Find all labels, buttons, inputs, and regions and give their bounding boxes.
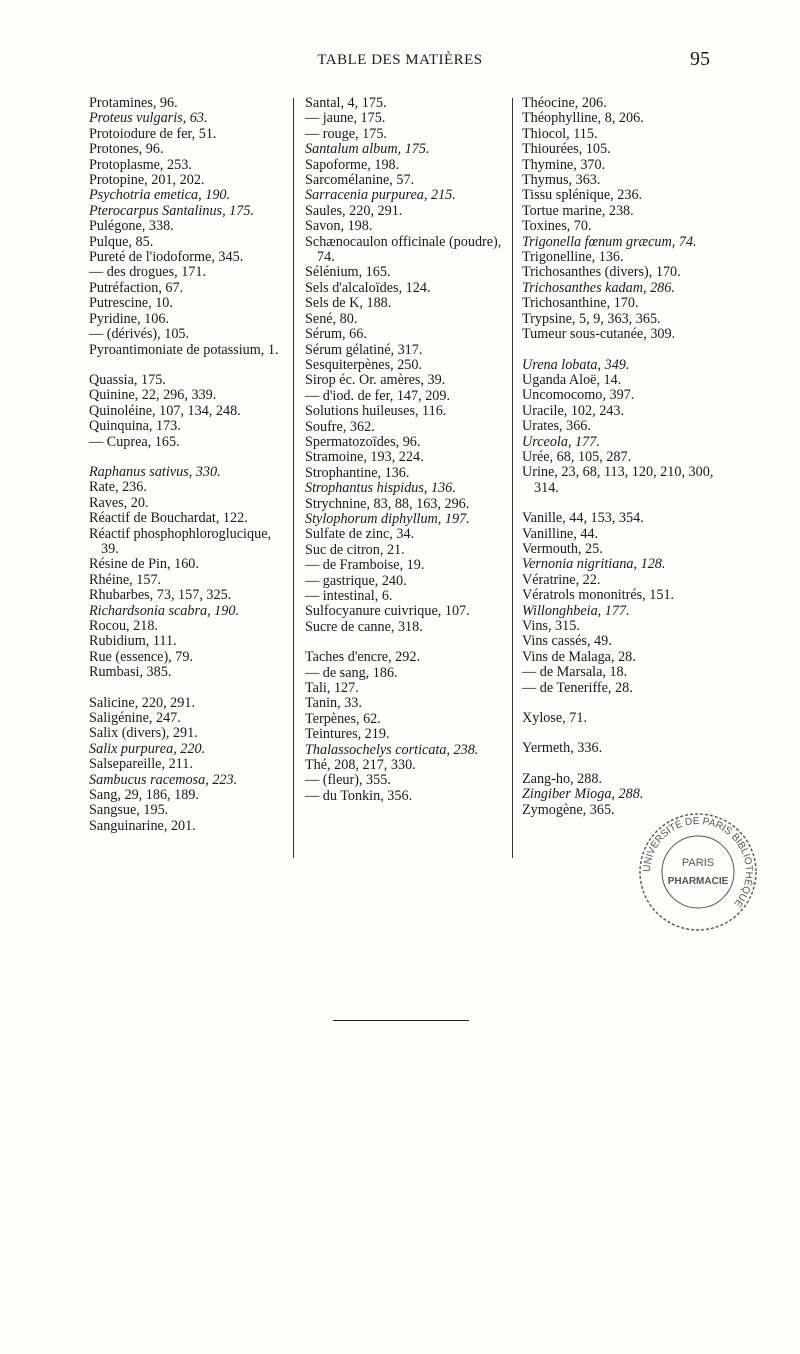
- index-entry: Rhéine, 157.: [89, 571, 162, 588]
- index-entry: Vermouth, 25.: [522, 540, 603, 557]
- index-entry: Quinoléine, 107, 134, 248.: [89, 402, 241, 419]
- index-entry: Thé, 208, 217, 330.: [305, 757, 416, 774]
- index-entry: Xylose, 71.: [522, 710, 588, 727]
- index-entry: Santalum album, 175.: [305, 141, 430, 158]
- index-entry: Sambucus racemosa, 223.: [89, 771, 238, 788]
- index-entry: Uganda Aloë, 14.: [522, 371, 622, 388]
- index-entry: Vernonia nigritiana, 128.: [522, 556, 666, 573]
- stamp-ring-text: UNIVERSITÉ DE PARIS BIBLIOTHÈQUE: [641, 815, 755, 909]
- index-entry: Protamines, 96.: [89, 95, 178, 111]
- index-entry: Schænocaulon officinale (poudre), 74.: [305, 233, 502, 266]
- section-gap: [89, 358, 285, 373]
- index-entry: Thymine, 370.: [522, 156, 606, 173]
- index-entry: Strychnine, 83, 88, 163, 296.: [305, 495, 470, 512]
- index-entry: Rhubarbes, 73, 157, 325.: [89, 587, 232, 604]
- index-entry: — jaune, 175.: [305, 110, 386, 127]
- index-entry: Salix purpurea, 220.: [89, 740, 206, 757]
- index-entry: Théocine, 206.: [522, 95, 607, 111]
- index-entry: Sarracenia purpurea, 215.: [305, 187, 456, 204]
- index-entry: Sels de K, 188.: [305, 295, 392, 312]
- index-entry: Urée, 68, 105, 287.: [522, 448, 632, 465]
- index-entry: Sulfate de zinc, 34.: [305, 526, 415, 543]
- index-entry: Rumbasi, 385.: [89, 664, 172, 681]
- index-entry: Tali, 127.: [305, 680, 359, 697]
- index-entry: Taches d'encre, 292.: [305, 649, 421, 666]
- index-entry: Sang, 29, 186, 189.: [89, 787, 199, 804]
- index-entry: Salsepareille, 211.: [89, 756, 193, 773]
- index-column-3: [522, 96, 727, 818]
- index-entry: Urceola, 177.: [522, 433, 600, 450]
- index-entry: Sené, 80.: [305, 310, 358, 327]
- index-entry: Tanin, 33.: [305, 695, 362, 712]
- index-entry: — gastrique, 240.: [305, 572, 407, 589]
- page-header-title: TABLE DES MATIÈRES: [317, 52, 483, 68]
- index-entry: Rocou, 218.: [89, 618, 158, 634]
- index-entry: Thiourées, 105.: [522, 141, 611, 158]
- section-gap: [522, 757, 727, 772]
- index-entry: Stylophorum diphyllum, 197.: [305, 510, 470, 527]
- index-entry: Pulque, 85.: [89, 233, 154, 250]
- index-entry: Uncomocomo, 397.: [522, 387, 635, 404]
- index-entry: — intestinal, 6.: [305, 588, 393, 604]
- index-entry: Zang-ho, 288.: [522, 770, 602, 787]
- index-entry: Trichosanthes kadam, 286.: [522, 279, 675, 296]
- section-gap: [522, 726, 727, 741]
- index-entry: Sucre de canne, 318.: [305, 618, 423, 635]
- index-entry: Trichosanthes (divers), 170.: [522, 264, 681, 281]
- index-entry: Vératrine, 22.: [522, 571, 601, 588]
- index-entry: Protones, 96.: [89, 141, 164, 158]
- index-entry: Sélénium, 165.: [305, 264, 391, 281]
- index-entry: Sirop éc. Or. amères, 39.: [305, 372, 446, 389]
- index-entry: Proteus vulgaris, 63.: [89, 110, 208, 127]
- stamp-center-top: PARIS: [681, 857, 715, 869]
- index-entry: — des drogues, 171.: [89, 264, 207, 281]
- index-entry: Sérum gélatiné, 317.: [305, 341, 423, 358]
- index-entry: Urates, 366.: [522, 418, 591, 435]
- index-entry: Quassia, 175.: [89, 371, 166, 388]
- section-gap: [305, 635, 503, 650]
- index-entry: Tissu splénique, 236.: [522, 187, 643, 204]
- index-entry: Zingiber Mioga, 288.: [522, 786, 644, 803]
- section-gap: [522, 696, 727, 711]
- index-entry: Sapoforme, 198.: [305, 156, 400, 173]
- index-entry: Pterocarpus Santalinus, 175.: [89, 202, 254, 219]
- index-entry: Strophantine, 136.: [305, 464, 410, 481]
- index-entry: Sulfocyanure cuivrique, 107.: [305, 603, 470, 620]
- index-entry: Willonghbeia, 177.: [522, 602, 630, 619]
- index-entry: Santal, 4, 175.: [305, 95, 387, 111]
- index-entry: Thalassochelys corticata, 238.: [305, 741, 479, 758]
- index-entry: Urine, 23, 68, 113, 120, 210, 300, 314.: [522, 464, 714, 496]
- index-entry: Quinquina, 173.: [89, 418, 181, 435]
- index-entry: Zymogène, 365.: [522, 801, 615, 818]
- stamp-center-bottom: PHARMACIE: [667, 876, 729, 887]
- index-entry: Vanille, 44, 153, 354.: [522, 510, 644, 527]
- index-entry: Théophylline, 8, 206.: [522, 110, 644, 127]
- index-entry: Suc de citron, 21.: [305, 541, 405, 558]
- index-entry: Putrescine, 10.: [89, 295, 173, 312]
- index-entry: Saules, 220, 291.: [305, 202, 403, 219]
- index-entry: Savon, 198.: [305, 218, 373, 235]
- index-entry: Vins de Malaga, 28.: [522, 648, 636, 665]
- index-entry: Strophantus hispidus, 136.: [305, 480, 456, 497]
- index-entry: — de Framboise, 19.: [305, 557, 425, 574]
- index-entry: Pulégone, 338.: [89, 218, 174, 235]
- index-entry: — d'iod. de fer, 147, 209.: [305, 387, 451, 404]
- index-entry: Pureté de l'iodoforme, 345.: [89, 249, 244, 266]
- index-entry: Quinine, 22, 296, 339.: [89, 387, 217, 404]
- index-entry: Trigonella fœnum græcum, 74.: [522, 233, 697, 250]
- index-entry: Vanilline, 44.: [522, 525, 599, 542]
- index-entry: Thymus, 363.: [522, 172, 601, 189]
- index-entry: Soufre, 362.: [305, 418, 375, 435]
- index-entry: Solutions huileuses, 116.: [305, 403, 447, 420]
- section-gap: [522, 343, 727, 358]
- index-entry: Rue (essence), 79.: [89, 648, 194, 665]
- index-entry: Tumeur sous-cutanée, 309.: [522, 326, 676, 343]
- column-divider: [293, 98, 294, 858]
- index-entry: Teintures, 219.: [305, 726, 390, 743]
- index-entry: Raves, 20.: [89, 494, 149, 511]
- index-entry: Raphanus sativus, 330.: [89, 463, 221, 480]
- section-gap: [522, 496, 727, 511]
- index-entry: Réactif phosphophloroglucique, 39.: [89, 525, 272, 557]
- index-entry: Stramoine, 193, 224.: [305, 449, 424, 466]
- index-entry: Tortue marine, 238.: [522, 202, 634, 219]
- index-entry: Protoplasme, 253.: [89, 156, 192, 173]
- index-entry: — Cuprea, 165.: [89, 433, 180, 450]
- section-gap: [89, 450, 285, 465]
- index-entry: Yermeth, 336.: [522, 740, 603, 757]
- index-column-1: [89, 96, 285, 834]
- stamp-seal-icon: [634, 808, 762, 936]
- index-entry: — de Marsala, 18.: [522, 664, 628, 681]
- index-entry: Rate, 236.: [89, 479, 147, 496]
- page-number: 95: [690, 48, 710, 70]
- index-entry: Thiocol, 115.: [522, 125, 598, 142]
- index-entry: Résine de Pin, 160.: [89, 556, 199, 573]
- index-entry: Uracile, 102, 243.: [522, 402, 625, 419]
- index-entry: Putréfaction, 67.: [89, 279, 184, 296]
- index-entry: Pyridine, 106.: [89, 310, 169, 327]
- index-entry: Salix (divers), 291.: [89, 725, 198, 742]
- library-stamp: [634, 808, 762, 936]
- index-entry: — (fleur), 355.: [305, 772, 391, 789]
- index-entry: Vératrols mononitrés, 151.: [522, 587, 675, 604]
- index-entry: Spermatozoïdes, 96.: [305, 433, 421, 450]
- index-entry: Réactif de Bouchardat, 122.: [89, 510, 248, 527]
- index-entry: Protoiodure de fer, 51.: [89, 125, 217, 142]
- index-entry: Sanguinarine, 201.: [89, 817, 196, 834]
- index-entry: — de Teneriffe, 28.: [522, 679, 633, 696]
- index-entry: Richardsonia scabra, 190.: [89, 602, 240, 619]
- index-column-2: [305, 96, 503, 804]
- index-entry: Trypsine, 5, 9, 363, 365.: [522, 310, 661, 327]
- index-entry: Psychotria emetica, 190.: [89, 187, 231, 204]
- index-entry: Trichosanthine, 170.: [522, 295, 639, 312]
- index-entry: — (dérivés), 105.: [89, 326, 190, 343]
- index-entry: Protopine, 201, 202.: [89, 172, 205, 189]
- index-entry: Toxines, 70.: [522, 218, 592, 235]
- index-entry: Vins cassés, 49.: [522, 633, 612, 650]
- footer-rule: [333, 1020, 469, 1021]
- column-divider: [512, 98, 513, 858]
- index-entry: Sangsue, 195.: [89, 802, 169, 819]
- index-entry: Rubidium, 111.: [89, 633, 177, 650]
- section-gap: [89, 681, 285, 696]
- index-entry: — du Tonkin, 356.: [305, 787, 413, 804]
- index-entry: Terpènes, 62.: [305, 710, 381, 727]
- index-entry: Saligénine, 247.: [89, 710, 181, 727]
- index-entry: Sels d'alcaloïdes, 124.: [305, 279, 431, 296]
- index-entry: — rouge, 175.: [305, 125, 387, 142]
- index-entry: — de sang, 186.: [305, 664, 398, 681]
- index-entry: Sérum, 66.: [305, 326, 367, 343]
- index-entry: Salicine, 220, 291.: [89, 694, 195, 711]
- index-entry: Vins, 315.: [522, 618, 580, 634]
- index-entry: Urena lobata, 349.: [522, 356, 630, 373]
- index-entry: Sesquiterpènes, 250.: [305, 356, 423, 373]
- index-entry: Sarcomélanine, 57.: [305, 172, 415, 189]
- index-entry: Trigonelline, 136.: [522, 249, 624, 266]
- index-entry: Pyroantimoniate de potassium, 1.: [89, 341, 279, 358]
